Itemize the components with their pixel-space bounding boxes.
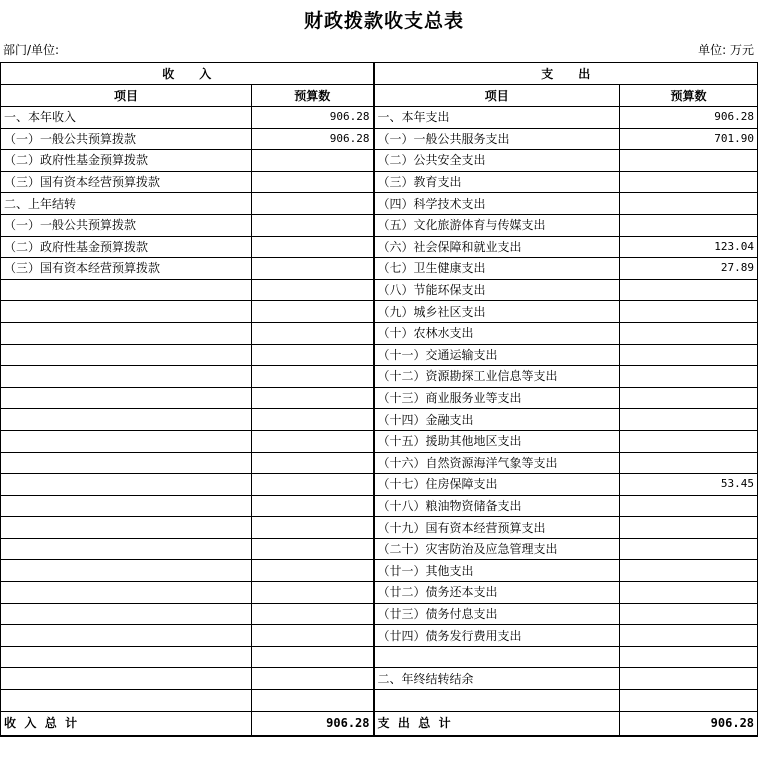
- income-value-cell: [252, 236, 374, 258]
- expense-item-cell: （廿四）债务发行费用支出: [374, 625, 620, 647]
- table-row: [1, 279, 758, 301]
- expense-value-cell: [620, 646, 758, 668]
- income-value-cell: [252, 646, 374, 668]
- expense-total-label: 支 出 总 计: [374, 711, 620, 736]
- income-value-cell: [252, 603, 374, 625]
- income-value-cell: 906.28: [252, 107, 374, 129]
- table-row: [1, 452, 758, 474]
- expense-value-cell: [620, 538, 758, 560]
- table-row: [1, 668, 758, 690]
- income-value-cell: [252, 452, 374, 474]
- expense-item-cell: （二）公共安全支出: [374, 150, 620, 172]
- table-row: [1, 625, 758, 647]
- table-row: [1, 495, 758, 517]
- report-title: 财政拨款收支总表: [303, 10, 464, 32]
- expense-item-cell: 二、年终结转结余: [374, 668, 620, 690]
- expense-item-cell: [374, 690, 620, 712]
- income-value-cell: 906.28: [252, 128, 374, 150]
- income-item-cell: [1, 279, 252, 301]
- expense-value-cell: [620, 150, 758, 172]
- expense-item-cell: （二十）灾害防治及应急管理支出: [374, 538, 620, 560]
- table-row: [1, 128, 758, 150]
- expense-value-cell: 701.90: [620, 128, 758, 150]
- income-item-cell: [1, 668, 252, 690]
- table-row: [1, 150, 758, 172]
- income-item-cell: （三）国有资本经营预算拨款: [1, 258, 252, 280]
- expense-value-cell: [620, 344, 758, 366]
- totals-row: [1, 711, 758, 736]
- income-header: 收 入: [1, 63, 374, 85]
- expense-item-cell: （五）文化旅游体育与传媒支出: [374, 214, 620, 236]
- column-header-row: [1, 85, 758, 107]
- expense-item-cell: （八）节能环保支出: [374, 279, 620, 301]
- income-item-cell: （一）一般公共预算拨款: [1, 128, 252, 150]
- expense-item-cell: （十五）援助其他地区支出: [374, 430, 620, 452]
- expense-item-cell: （十三）商业服务业等支出: [374, 387, 620, 409]
- expense-value-cell: 906.28: [620, 107, 758, 129]
- expense-value-cell: [620, 603, 758, 625]
- income-item-cell: （二）政府性基金预算拨款: [1, 236, 252, 258]
- expense-item-cell: （十八）粮油物资储备支出: [374, 495, 620, 517]
- expense-item-cell: （九）城乡社区支出: [374, 301, 620, 323]
- income-item-cell: [1, 625, 252, 647]
- table-row: [1, 301, 758, 323]
- income-item-cell: [1, 301, 252, 323]
- income-item-cell: [1, 344, 252, 366]
- expense-value-cell: [620, 582, 758, 604]
- table-row: [1, 474, 758, 496]
- expense-value-cell: [620, 690, 758, 712]
- table-row: [1, 193, 758, 215]
- expense-value-cell: 27.89: [620, 258, 758, 280]
- section-header-row: [1, 63, 758, 85]
- income-item-cell: [1, 387, 252, 409]
- expense-item-cell: （廿三）债务付息支出: [374, 603, 620, 625]
- income-item-cell: [1, 538, 252, 560]
- expense-value-cell: [620, 517, 758, 539]
- income-value-cell: [252, 322, 374, 344]
- income-item-cell: [1, 452, 252, 474]
- income-value-cell: [252, 625, 374, 647]
- table-row: [1, 387, 758, 409]
- income-value-cell: [252, 214, 374, 236]
- income-value-cell: [252, 150, 374, 172]
- table-row: [1, 582, 758, 604]
- table-row: [1, 430, 758, 452]
- expense-value-cell: [620, 668, 758, 690]
- income-item-cell: 一、本年收入: [1, 107, 252, 129]
- expense-item-cell: （一）一般公共服务支出: [374, 128, 620, 150]
- income-value-cell: [252, 301, 374, 323]
- income-item-cell: [1, 582, 252, 604]
- expense-item-cell: （十二）资源勘探工业信息等支出: [374, 366, 620, 388]
- income-total-value: 906.28: [252, 711, 374, 736]
- table-row: [1, 690, 758, 712]
- expense-value-cell: [620, 301, 758, 323]
- income-item-cell: （一）一般公共预算拨款: [1, 214, 252, 236]
- income-value-cell: [252, 258, 374, 280]
- income-value-cell: [252, 387, 374, 409]
- income-item-cell: [1, 474, 252, 496]
- income-item-cell: 二、上年结转: [1, 193, 252, 215]
- income-item-cell: （三）国有资本经营预算拨款: [1, 171, 252, 193]
- expense-item-cell: （四）科学技术支出: [374, 193, 620, 215]
- expense-item-cell: （廿一）其他支出: [374, 560, 620, 582]
- income-item-cell: [1, 646, 252, 668]
- expense-value-cell: 53.45: [620, 474, 758, 496]
- expense-value-cell: [620, 366, 758, 388]
- table-row: [1, 171, 758, 193]
- expense-total-value: 906.28: [620, 711, 758, 736]
- expense-item-cell: （十）农林水支出: [374, 322, 620, 344]
- table-row: [1, 107, 758, 129]
- table-row: [1, 214, 758, 236]
- income-total-label: 收 入 总 计: [1, 711, 252, 736]
- expense-item-cell: （三）教育支出: [374, 171, 620, 193]
- income-value-cell: [252, 582, 374, 604]
- table-row: [1, 258, 758, 280]
- income-value-cell: [252, 560, 374, 582]
- income-value-cell: [252, 690, 374, 712]
- income-item-cell: [1, 603, 252, 625]
- expense-value-cell: [620, 279, 758, 301]
- income-value-cell: [252, 517, 374, 539]
- table-row: [1, 409, 758, 431]
- income-value-cell: [252, 474, 374, 496]
- table-row: [1, 344, 758, 366]
- income-item-cell: [1, 517, 252, 539]
- expense-item-cell: （十一）交通运输支出: [374, 344, 620, 366]
- income-value-cell: [252, 171, 374, 193]
- unit-label: 单位: 万元: [698, 43, 754, 57]
- income-value-cell: [252, 668, 374, 690]
- expense-value-cell: [620, 214, 758, 236]
- income-value-cell: [252, 409, 374, 431]
- expense-value-cell: 123.04: [620, 236, 758, 258]
- income-value-cell: [252, 193, 374, 215]
- expense-header: 支 出: [374, 63, 758, 85]
- income-item-cell: [1, 366, 252, 388]
- income-item-cell: [1, 560, 252, 582]
- table-row: [1, 366, 758, 388]
- table-row: [1, 646, 758, 668]
- expense-value-cell: [620, 625, 758, 647]
- expense-value-cell: [620, 171, 758, 193]
- budget-table: [0, 62, 758, 737]
- expense-item-header: 项目: [374, 85, 620, 107]
- expense-value-cell: [620, 560, 758, 582]
- income-item-header: 项目: [1, 85, 252, 107]
- table-row: [1, 236, 758, 258]
- table-row: [1, 560, 758, 582]
- expense-value-cell: [620, 193, 758, 215]
- expense-value-cell: [620, 387, 758, 409]
- income-item-cell: [1, 690, 252, 712]
- income-value-cell: [252, 430, 374, 452]
- table-row: [1, 603, 758, 625]
- income-item-cell: （二）政府性基金预算拨款: [1, 150, 252, 172]
- income-item-cell: [1, 409, 252, 431]
- expense-value-cell: [620, 430, 758, 452]
- expense-value-cell: [620, 322, 758, 344]
- table-row: [1, 322, 758, 344]
- expense-item-cell: （十六）自然资源海洋气象等支出: [374, 452, 620, 474]
- table-row: [1, 538, 758, 560]
- expense-item-cell: （六）社会保障和就业支出: [374, 236, 620, 258]
- income-value-cell: [252, 495, 374, 517]
- expense-item-cell: [374, 646, 620, 668]
- expense-value-cell: [620, 452, 758, 474]
- income-item-cell: [1, 495, 252, 517]
- expense-item-cell: （七）卫生健康支出: [374, 258, 620, 280]
- expense-item-cell: （十七）住房保障支出: [374, 474, 620, 496]
- expense-value-cell: [620, 409, 758, 431]
- expense-item-cell: （十九）国有资本经营预算支出: [374, 517, 620, 539]
- expense-item-cell: （十四）金融支出: [374, 409, 620, 431]
- income-item-cell: [1, 430, 252, 452]
- expense-item-cell: （廿二）债务还本支出: [374, 582, 620, 604]
- income-value-cell: [252, 279, 374, 301]
- income-value-cell: [252, 538, 374, 560]
- expense-budget-header: 预算数: [620, 85, 758, 107]
- expense-item-cell: 一、本年支出: [374, 107, 620, 129]
- table-row: [1, 517, 758, 539]
- expense-value-cell: [620, 495, 758, 517]
- income-value-cell: [252, 366, 374, 388]
- income-value-cell: [252, 344, 374, 366]
- income-budget-header: 预算数: [252, 85, 374, 107]
- dept-label: 部门/单位:: [3, 43, 60, 57]
- income-item-cell: [1, 322, 252, 344]
